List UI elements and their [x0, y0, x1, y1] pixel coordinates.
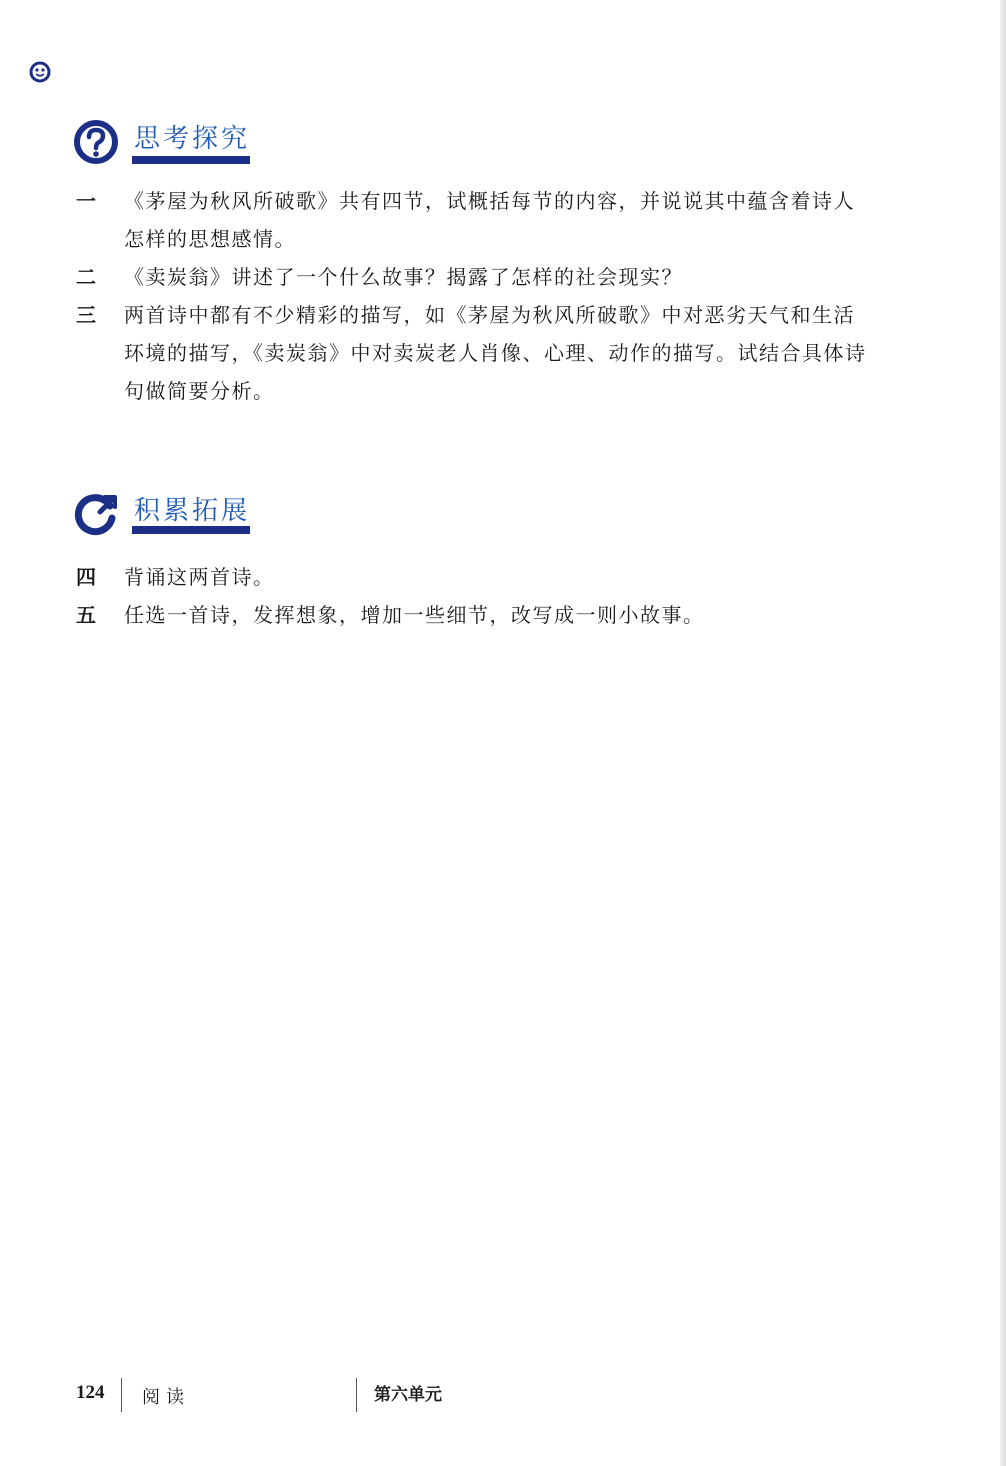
question-number: 二 [76, 265, 98, 289]
question-list-explore [76, 182, 876, 410]
section-title: 思考探究 [134, 124, 251, 154]
question-text: 任选一首诗，发挥想象，增加一些细节，改写成一则小故事。 [124, 603, 705, 627]
page-number: 124 [76, 1382, 105, 1403]
footer-section-name: 阅读 [142, 1387, 190, 1408]
page-footer [76, 1378, 576, 1418]
question-text: 背诵这两首诗。 [124, 565, 275, 589]
title-underline [132, 156, 250, 164]
question-item [76, 558, 876, 596]
title-underline [132, 526, 250, 534]
section-header-extend [72, 490, 272, 550]
footer-divider [356, 1378, 357, 1412]
question-item [76, 258, 876, 296]
question-number: 四 [76, 565, 98, 589]
smiley-face-icon [29, 61, 51, 83]
section-title: 积累拓展 [134, 496, 251, 526]
question-number: 三 [76, 303, 98, 327]
question-text: 《茅屋为秋风所破歌》共有四节，试概括每节的内容，并说说其中蕴含着诗人怎样的思想感情。 [124, 189, 855, 251]
circular-arrow-icon [72, 490, 120, 538]
section-header-explore [72, 118, 272, 178]
page-edge [1000, 0, 1006, 1466]
question-list-extend [76, 558, 876, 634]
question-item [76, 182, 876, 258]
question-text: 两首诗中都有不少精彩的描写，如《茅屋为秋风所破歌》中对恶劣天气和生活环境的描写，《卖炭翁》中对卖炭老人肖像、心理、动作的描写。试结合具体诗句做简要分析。 [124, 303, 867, 403]
question-mark-circle-icon [72, 118, 120, 166]
question-number: 一 [76, 189, 98, 213]
footer-divider [121, 1378, 122, 1412]
question-item [76, 596, 876, 634]
footer-unit-name: 第六单元 [374, 1385, 442, 1405]
question-number: 五 [76, 603, 98, 627]
question-text: 《卖炭翁》讲述了一个什么故事？揭露了怎样的社会现实？ [124, 265, 683, 289]
question-item [76, 296, 876, 410]
